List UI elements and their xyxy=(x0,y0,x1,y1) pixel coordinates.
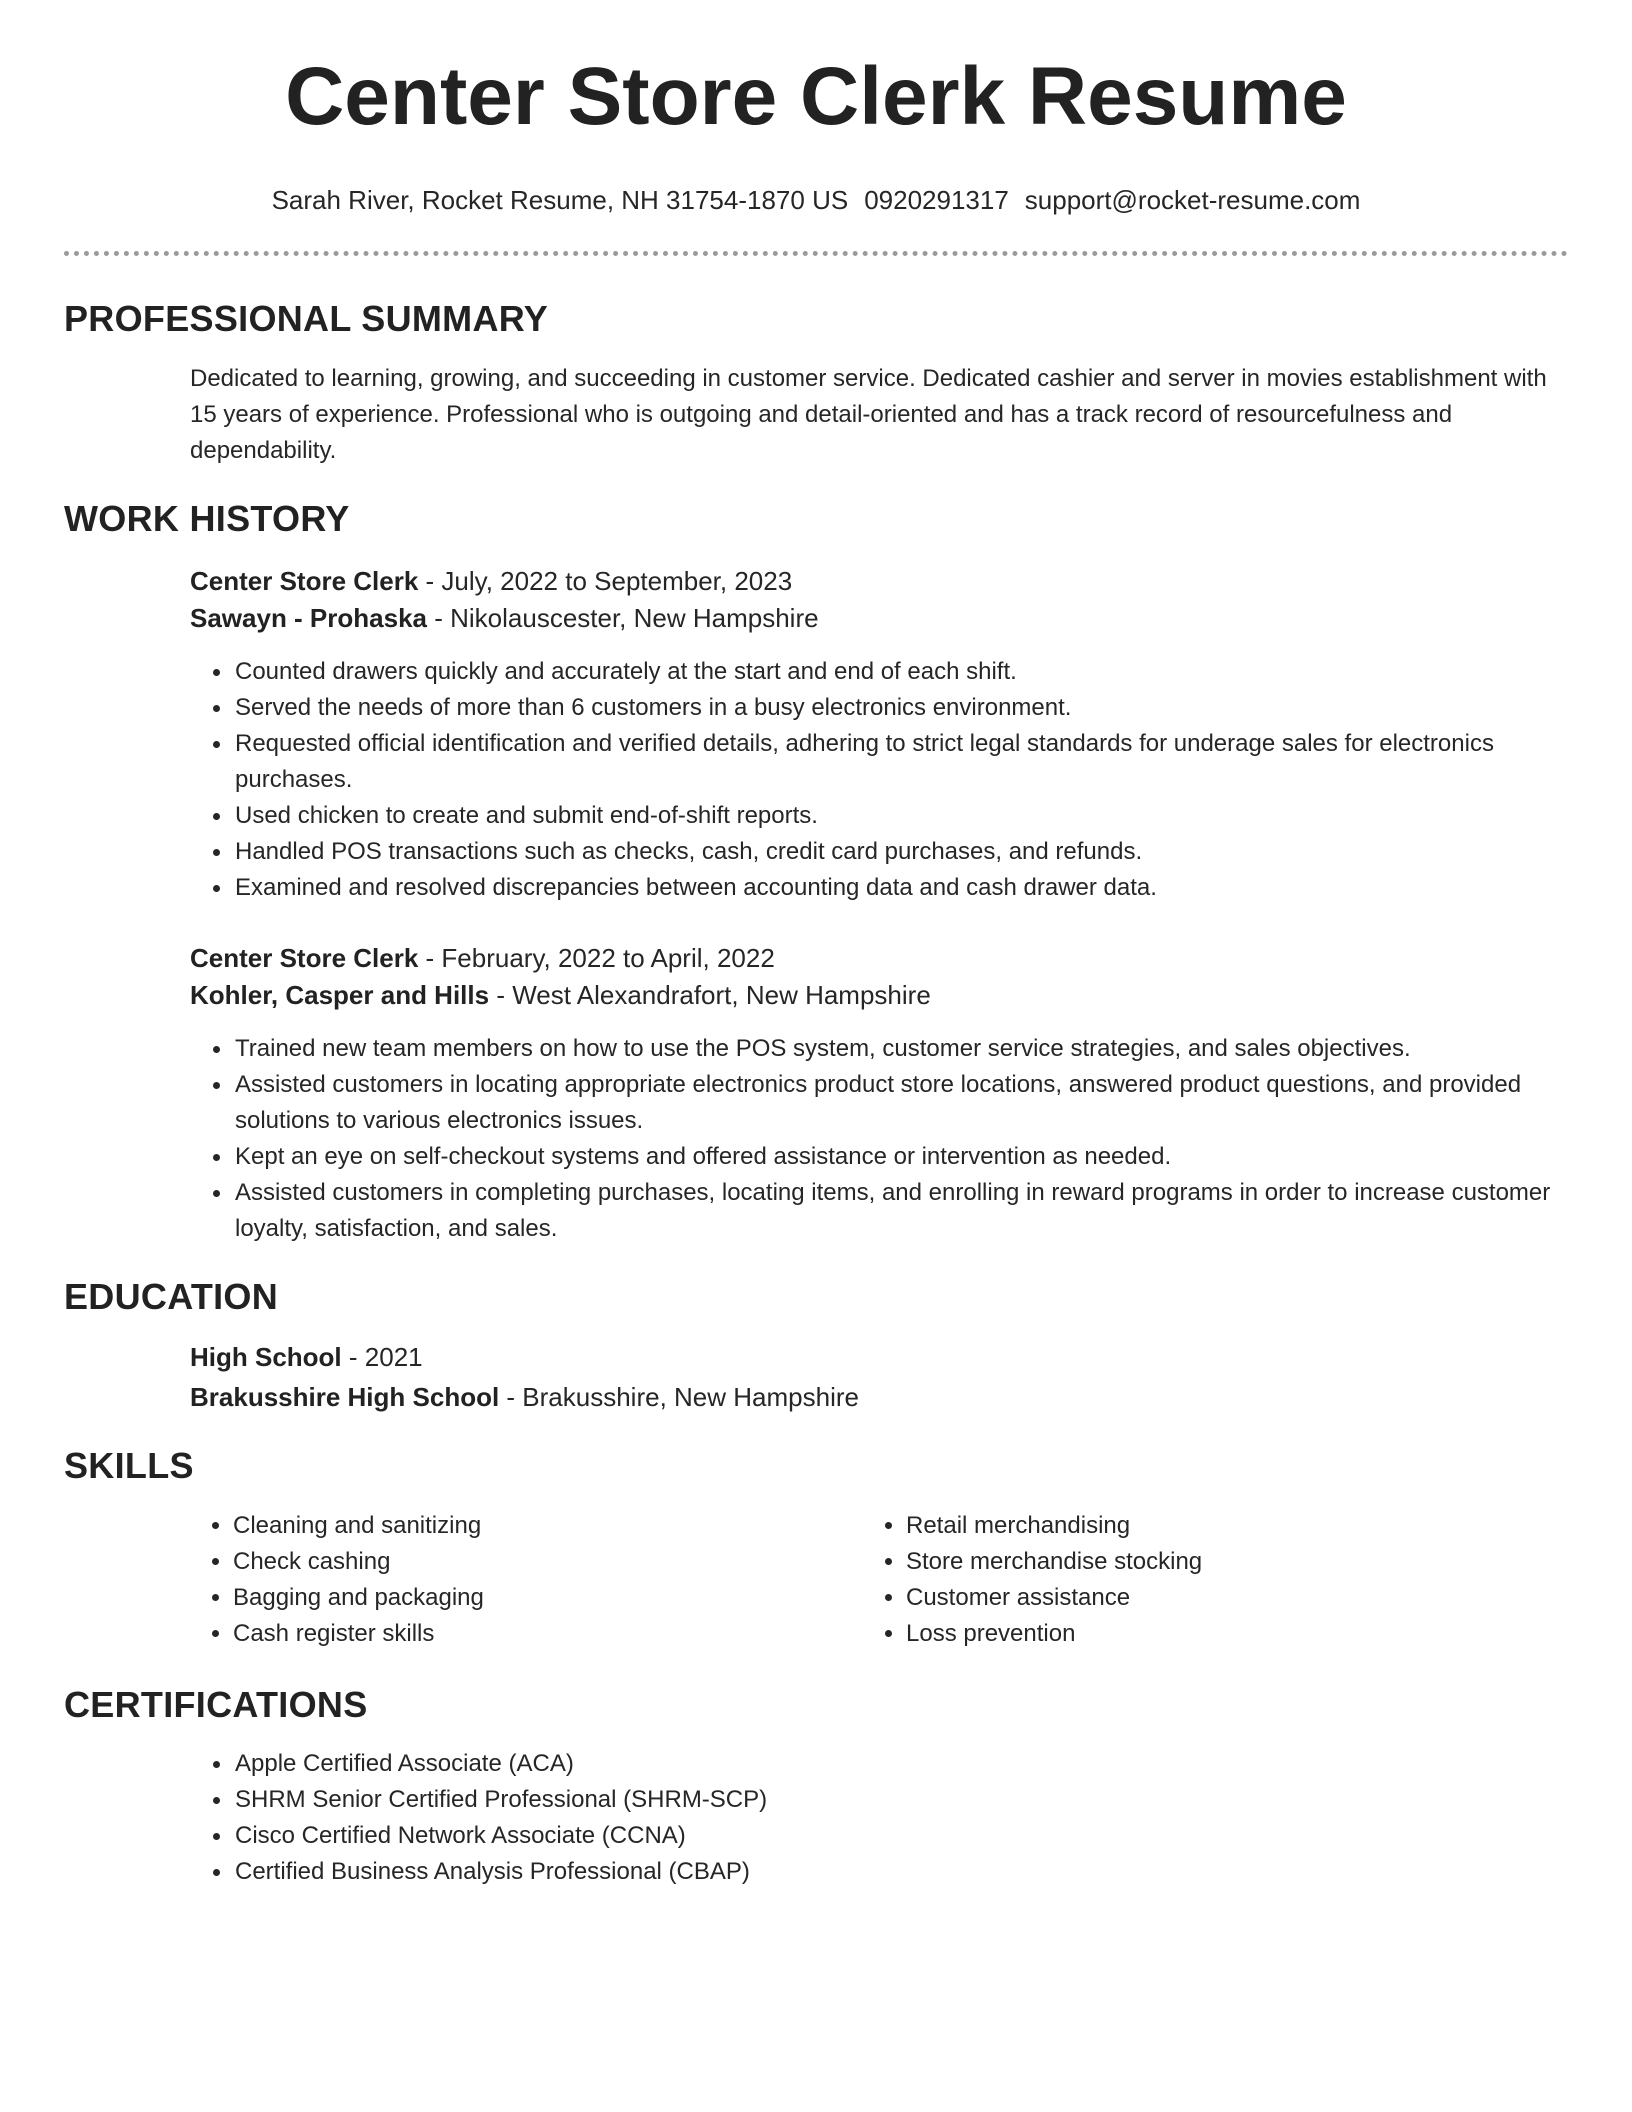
job-company: Kohler, Casper and Hills xyxy=(190,980,490,1010)
job-title-line xyxy=(190,940,775,976)
summary-text: Dedicated to learning, growing, and succeeding in customer service. Dedicated cashier and server in movies establishment with 15 years of experience. Professional who is outgoing and detail-oriented and has a track record of resourcefulness and dependability. xyxy=(190,365,1547,464)
job-title-line xyxy=(190,563,792,599)
education-school: Brakusshire High School xyxy=(190,1382,500,1412)
job-company-line xyxy=(190,600,819,636)
list-item: • Cleaning and sanitizing xyxy=(233,1508,873,1544)
list-item: • Cisco Certified Network Associate (CCNA) xyxy=(233,1818,1603,1854)
job-bullets xyxy=(190,654,1603,906)
education-degree: High School xyxy=(190,1342,342,1372)
list-item: • SHRM Senior Certified Professional (SHRM-SCP) xyxy=(233,1782,1603,1818)
job-dates: - February, 2022 to April, 2022 xyxy=(418,943,775,973)
list-item: • Assisted customers in completing purchases, locating items, and enrolling in reward programs in order to increase customer loyalty, satisfaction, and sales. xyxy=(233,1175,1603,1247)
list-item: • Loss prevention xyxy=(906,1616,1546,1652)
job-location: - West Alexandrafort, New Hampshire xyxy=(489,980,931,1010)
list-item: • Apple Certified Associate (ACA) xyxy=(233,1746,1603,1782)
education-heading: EDUCATION xyxy=(64,1276,279,1317)
list-item: • Assisted customers in locating appropriate electronics product store locations, answered product questions, and provided solutions to various electronics issues. xyxy=(233,1067,1603,1139)
list-item: • Counted drawers quickly and accurately at the start and end of each shift. xyxy=(233,654,1603,690)
summary-heading: PROFESSIONAL SUMMARY xyxy=(64,298,549,339)
list-item: • Examined and resolved discrepancies between accounting data and cash drawer data. xyxy=(233,870,1603,906)
job-location: - Nikolauscester, New Hampshire xyxy=(427,603,819,633)
list-item: • Used chicken to create and submit end-of-shift reports. xyxy=(233,798,1603,834)
education-location: - Brakusshire, New Hampshire xyxy=(499,1382,859,1412)
list-item: • Certified Business Analysis Professional (CBAP) xyxy=(233,1854,1603,1890)
header-divider xyxy=(64,251,1568,256)
job-dates: - July, 2022 to September, 2023 xyxy=(418,566,793,596)
certifications-heading: CERTIFICATIONS xyxy=(64,1684,368,1725)
education-degree-line xyxy=(190,1339,423,1375)
contact-phone: 0920291317 xyxy=(864,185,1009,215)
list-item: • Trained new team members on how to use the POS system, customer service strategies, and sales objectives. xyxy=(233,1031,1603,1067)
job-title: Center Store Clerk xyxy=(190,566,419,596)
list-item: • Store merchandise stocking xyxy=(906,1544,1546,1580)
list-item: • Bagging and packaging xyxy=(233,1580,873,1616)
job-company-line xyxy=(190,977,931,1013)
education-year: - 2021 xyxy=(341,1342,423,1372)
list-item: • Requested official identification and verified details, adhering to strict legal standards for underage sales for electronics purchases. xyxy=(233,726,1603,798)
list-item: • Retail merchandising xyxy=(906,1508,1546,1544)
list-item: • Handled POS transactions such as checks, cash, credit card purchases, and refunds. xyxy=(233,834,1603,870)
contact-line xyxy=(0,184,1632,216)
skills-heading: SKILLS xyxy=(64,1445,194,1486)
list-item: • Cash register skills xyxy=(233,1616,873,1652)
work-history-heading: WORK HISTORY xyxy=(64,498,350,539)
job-company: Sawayn - Prohaska xyxy=(190,603,427,633)
list-item: • Served the needs of more than 6 customers in a busy electronics environment. xyxy=(233,690,1603,726)
contact-email: support@rocket-resume.com xyxy=(1024,185,1361,215)
skills-list-left xyxy=(190,1508,873,1652)
skills-list-right xyxy=(863,1508,1546,1652)
job-bullets xyxy=(190,1031,1603,1247)
list-item: • Customer assistance xyxy=(906,1580,1546,1616)
education-school-line xyxy=(190,1379,859,1415)
certifications-list xyxy=(190,1746,1603,1890)
contact-address: Sarah River, Rocket Resume, NH 31754-1870 US xyxy=(271,185,849,215)
list-item: • Kept an eye on self-checkout systems and offered assistance or intervention as needed. xyxy=(233,1139,1603,1175)
list-item: • Check cashing xyxy=(233,1544,873,1580)
job-title: Center Store Clerk xyxy=(190,943,419,973)
resume-title: Center Store Clerk Resume xyxy=(285,51,1347,142)
